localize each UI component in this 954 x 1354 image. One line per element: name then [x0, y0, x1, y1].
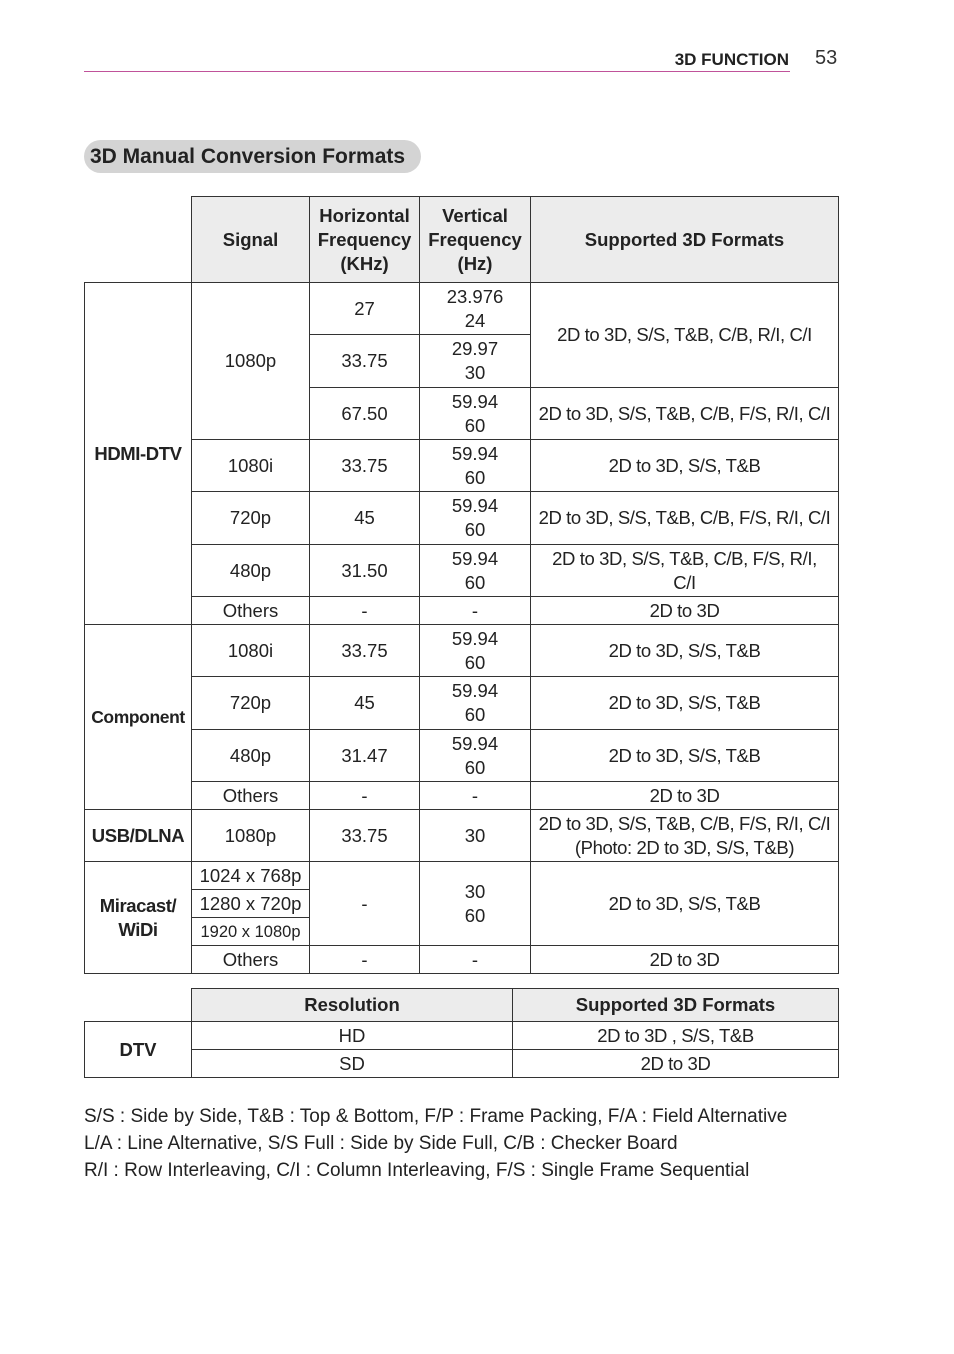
formats-line: (Photo: 2D to 3D, S/S, T&B)	[574, 836, 795, 858]
header-rule	[84, 71, 790, 72]
vfreq-cell: -	[420, 946, 531, 974]
vfreq-cell	[420, 335, 531, 388]
vfreq-value: 29.97	[451, 338, 499, 359]
header-blank-cell	[85, 989, 192, 1022]
formats-cell: 2D to 3D, S/S, T&B, C/B, F/S, R/I, C/I	[531, 492, 839, 545]
hfreq-cell: 67.50	[310, 388, 420, 440]
header-hfreq-line: Frequency	[317, 228, 412, 250]
header-vfreq-line: Vertical	[442, 204, 508, 226]
group-label-line: Miracast/	[99, 894, 177, 916]
vfreq-cell	[420, 545, 531, 597]
vfreq-value: 60	[464, 466, 486, 488]
vfreq-value: 60	[464, 571, 486, 593]
formats-line: 2D to 3D, S/S, T&B, C/B, F/S, R/I,	[552, 547, 817, 569]
vfreq-value: 30	[464, 362, 486, 383]
formats-line: C/I	[673, 571, 696, 593]
hfreq-cell: 45	[310, 677, 420, 730]
group-label-hdmi-dtv: HDMI-DTV	[85, 283, 192, 625]
resolution-cell: SD	[192, 1050, 513, 1078]
vfreq-value: 60	[464, 704, 486, 725]
table-row	[85, 810, 839, 862]
table-row	[85, 545, 839, 597]
table-row	[85, 597, 839, 625]
vfreq-cell	[420, 677, 531, 730]
group-label-line: WiDi	[118, 918, 158, 940]
vfreq-cell	[420, 492, 531, 545]
note-line: L/A : Line Alternative, S/S Full : Side by Side Full, C/B : Checker Board	[84, 1133, 678, 1154]
hfreq-cell: 27	[310, 283, 420, 335]
vfreq-cell	[420, 625, 531, 677]
group-label-miracast-widi	[85, 862, 192, 974]
vfreq-value: 59.94	[451, 390, 499, 412]
header-vertical-frequency	[420, 197, 531, 283]
table-row	[85, 440, 839, 492]
note-line: R/I : Row Interleaving, C/I : Column Interleaving, F/S : Single Frame Sequential	[84, 1160, 750, 1181]
vfreq-value: 59.94	[451, 732, 499, 754]
formats-cell	[531, 545, 839, 597]
hfreq-cell: 33.75	[310, 440, 420, 492]
vfreq-value: 60	[464, 414, 486, 436]
formats-cell: 2D to 3D, S/S, T&B	[531, 440, 839, 492]
signal-cell: Others	[192, 946, 310, 974]
hfreq-cell: 33.75	[310, 625, 420, 677]
header-blank-cell	[85, 197, 192, 283]
group-label-dtv: DTV	[85, 1022, 192, 1078]
formats-cell	[531, 810, 839, 862]
resolution-cell: HD	[192, 1022, 513, 1050]
vfreq-value: 59.94	[451, 442, 499, 464]
formats-cell: 2D to 3D, S/S, T&B	[531, 862, 839, 946]
section-heading: 3D Manual Conversion Formats	[84, 140, 421, 173]
header-supported-formats: Supported 3D Formats	[531, 197, 839, 283]
signal-cell: 1080p	[192, 283, 310, 440]
table-row	[85, 283, 839, 335]
dtv-formats-table	[84, 988, 839, 1078]
formats-cell: 2D to 3D, S/S, T&B	[531, 625, 839, 677]
note-line: S/S : Side by Side, T&B : Top & Bottom, F/P : Frame Packing, F/A : Field Alternative	[84, 1106, 788, 1127]
signal-cell: 480p	[192, 545, 310, 597]
vfreq-value: 59.94	[451, 627, 499, 649]
vfreq-cell: -	[420, 597, 531, 625]
vfreq-cell	[420, 862, 531, 946]
header-signal: Signal	[192, 197, 310, 283]
signal-cell: 480p	[192, 730, 310, 782]
header-resolution: Resolution	[192, 989, 513, 1022]
formats-cell: 2D to 3D, S/S, T&B	[531, 677, 839, 730]
vfreq-cell	[420, 388, 531, 440]
page-number: 53	[815, 47, 838, 69]
formats-cell: 2D to 3D	[513, 1050, 839, 1078]
header-hfreq-line: Horizontal	[319, 204, 410, 226]
table-header-row	[85, 989, 839, 1022]
hfreq-cell: 33.75	[310, 810, 420, 862]
signal-cell: 1080i	[192, 440, 310, 492]
signal-cell: 720p	[192, 677, 310, 730]
header-hfreq-line: (KHz)	[340, 252, 389, 274]
table-row	[85, 862, 839, 890]
header-supported-formats: Supported 3D Formats	[513, 989, 839, 1022]
formats-cell: 2D to 3D	[531, 782, 839, 810]
header-vfreq-line: Frequency	[428, 228, 522, 250]
vfreq-value: 60	[464, 519, 486, 540]
conversion-formats-table	[84, 196, 839, 974]
vfreq-cell	[420, 730, 531, 782]
table-header-row	[85, 197, 839, 283]
hfreq-cell: 31.47	[310, 730, 420, 782]
vfreq-value: 30	[464, 880, 486, 902]
group-label-component: Component	[85, 625, 192, 810]
hfreq-cell: -	[310, 946, 420, 974]
table-row	[85, 625, 839, 677]
hfreq-cell: 31.50	[310, 545, 420, 597]
vfreq-value: 60	[464, 904, 486, 926]
formats-cell: 2D to 3D , S/S, T&B	[513, 1022, 839, 1050]
table-row	[85, 677, 839, 730]
signal-cell: 1080p	[192, 810, 310, 862]
running-header-title: 3D FUNCTION	[674, 50, 789, 69]
table-row	[85, 1050, 839, 1078]
signal-cell: 1280 x 720p	[192, 890, 310, 918]
table-row	[85, 1022, 839, 1050]
signal-cell: 1024 x 768p	[192, 862, 310, 890]
vfreq-value: 60	[464, 651, 486, 673]
signal-cell: Others	[192, 782, 310, 810]
vfreq-cell	[420, 283, 531, 335]
signal-cell: 1080i	[192, 625, 310, 677]
hfreq-cell: -	[310, 597, 420, 625]
vfreq-cell: -	[420, 782, 531, 810]
header-horizontal-frequency	[310, 197, 420, 283]
table-row	[85, 730, 839, 782]
vfreq-value: 59.94	[451, 495, 499, 516]
hfreq-cell: 45	[310, 492, 420, 545]
formats-cell: 2D to 3D	[531, 597, 839, 625]
hfreq-cell: -	[310, 862, 420, 946]
vfreq-value: 60	[464, 756, 486, 778]
vfreq-value: 59.94	[451, 680, 499, 701]
signal-cell: Others	[192, 597, 310, 625]
abbreviation-notes	[84, 1103, 787, 1184]
formats-cell: 2D to 3D	[531, 946, 839, 974]
signal-cell: 720p	[192, 492, 310, 545]
header-vfreq-line: (Hz)	[457, 252, 493, 274]
hfreq-cell: 33.75	[310, 335, 420, 388]
vfreq-value: 59.94	[451, 547, 499, 569]
vfreq-value: 23.976	[446, 285, 504, 307]
signal-cell: 1920 x 1080p	[192, 918, 310, 946]
hfreq-cell: -	[310, 782, 420, 810]
group-label-usb-dlna: USB/DLNA	[85, 810, 192, 862]
formats-cell: 2D to 3D, S/S, T&B, C/B, F/S, R/I, C/I	[531, 388, 839, 440]
table-row	[85, 782, 839, 810]
formats-cell: 2D to 3D, S/S, T&B, C/B, R/I, C/I	[531, 283, 839, 388]
formats-line: 2D to 3D, S/S, T&B, C/B, F/S, R/I, C/I	[538, 812, 831, 834]
vfreq-cell: 30	[420, 810, 531, 862]
vfreq-cell	[420, 440, 531, 492]
formats-cell: 2D to 3D, S/S, T&B	[531, 730, 839, 782]
table-row	[85, 492, 839, 545]
table-row	[85, 946, 839, 974]
vfreq-value: 24	[464, 309, 486, 331]
